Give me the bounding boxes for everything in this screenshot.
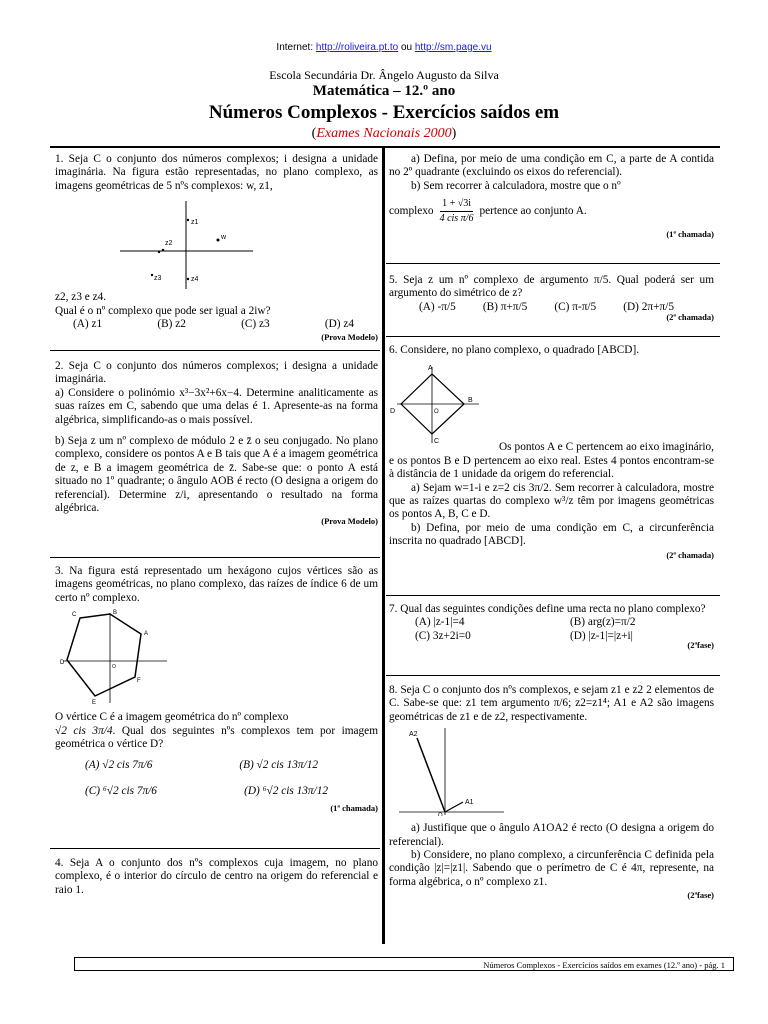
q4-fraction-numerator: 1 + √3i [440, 197, 474, 212]
svg-text:E: E [92, 700, 97, 706]
q3-options-row2 [55, 773, 378, 798]
q6-part-a: a) Sejam w=1-i e z=2 cis 3π/2. Sem recorrer à calculadora, mostre que as raízes quartas do complexo w³/z têm por imagens geométricas os pontos A, B, C e D. [389, 481, 714, 521]
q3-options-row1 [55, 751, 378, 772]
q1-question: Qual é o nº complexo que pode ser igual a 2iw? [55, 304, 271, 317]
svg-text:z2: z2 [165, 240, 173, 248]
internet-links [0, 42, 768, 53]
q3-hexagon-figure [55, 605, 378, 705]
svg-text:z4: z4 [191, 276, 199, 284]
q3-vertex-c-text: O vértice C é a imagem geométrica do nº complexo [55, 711, 289, 724]
q6-description: Os pontos A e C pertencem ao eixo imaginário, e os pontos B e D pertencem ao eixo real. Estes 4 pontos encontram-se à distância de 1 unidade da origem do referencial. [389, 441, 714, 481]
q3-source: (1ª chamada) [330, 803, 378, 814]
q3-vertex-c-2 [55, 725, 378, 752]
q7-options-row1 [389, 616, 714, 629]
right-q4-cont [389, 153, 714, 242]
left-column [55, 153, 378, 345]
column-divider [382, 148, 385, 944]
divider-q1 [50, 350, 380, 351]
svg-text:D: D [390, 408, 396, 416]
q2-intro: 2. Seja C o conjunto dos números complexos; i designa a unidade imaginária. [55, 360, 378, 386]
q3-option-c: (C) ⁶√2 cis 7π/6 [85, 784, 157, 797]
svg-text:A: A [428, 365, 433, 373]
q4-part-a: a) Defina, por meio de uma condição em C, a parte de A contida no 2º quadrante (excluindo os eixos do referencial). [389, 153, 714, 179]
q1-text: 1. Seja C o conjunto dos números complexos; i designa a unidade imaginária. Na figura estão representadas, no plano complexo, as imagens geométricas de 5 nºs complexos: w, z1, [55, 153, 378, 192]
svg-text:O: O [438, 813, 443, 817]
q7-option-d: (D) |z-1|=|z+i| [570, 629, 633, 642]
q1-option-a: (A) z1 [73, 318, 103, 331]
divider-q5 [386, 336, 720, 337]
svg-text:z1: z1 [191, 219, 199, 227]
q7-option-b: (B) arg(z)=π/2 [570, 616, 636, 629]
svg-text:A2: A2 [409, 731, 418, 739]
q3-vertex-c [55, 711, 378, 724]
q4-fraction-denominator: 4 cis π/6 [439, 213, 474, 225]
q8-part-b: b) Considere, no plano complexo, a circunferência C definida pela condição |z|=|z1|. Sabendo que o perímetro de C é 4π, represente, na forma algébrica, o nº complexo z1. [389, 849, 714, 888]
q4-part-b: b) Sem recorrer à calculadora, mostre que o nº [411, 179, 621, 192]
q5-option-a: (A) -π/5 [419, 300, 456, 313]
svg-text:C: C [434, 438, 440, 444]
top-rule [50, 146, 720, 148]
q1-figure [55, 193, 378, 291]
page-footer: Números Complexos - Exercícios saídos em exames (12.º ano) - pág. 1 [74, 957, 734, 971]
q5-option-b: (B) π+π/5 [482, 300, 528, 313]
exam-label: Exames Nacionais 2000 [316, 126, 452, 141]
q8-figure [389, 724, 714, 816]
q1-option-d: (D) z4 [324, 318, 354, 331]
page-subtitle: (Exames Nacionais 2000) [311, 126, 457, 141]
q1-option-b: (B) z2 [157, 318, 186, 331]
q3-expression: √2 cis 3π/4 [55, 724, 113, 737]
left-q4 [55, 857, 378, 897]
q3-intro: 3. Na figura está representado um hexágono cujos vértices são as imagens geométricas, no plano complexo, das raízes de índice 6 de um certo nº complexo. [55, 565, 378, 604]
subject-title: Matemática – 12.º ano [312, 83, 456, 99]
q6-square-figure [389, 357, 714, 443]
q4-fraction-line [389, 197, 714, 226]
divider-q4 [386, 263, 720, 264]
q7-option-a: (A) |z-1|=4 [415, 616, 465, 629]
q3-question: . Qual dos seguintes nºs complexos tem por imagem geométrica o vértice D? [55, 724, 378, 751]
q1-option-c: (C) z3 [241, 318, 270, 331]
q5-text: 5. Seja z um nº complexo de argumento π/5. Qual poderá ser um argumento do simétrico de z? [389, 274, 714, 300]
q4-complexo: complexo [389, 205, 434, 218]
svg-text:w: w [221, 234, 227, 242]
right-q7 [389, 603, 714, 653]
right-q8 [389, 684, 714, 903]
q4-source: (1ª chamada) [666, 229, 714, 240]
left-q2 [55, 360, 378, 529]
q5-option-c: (C) π-π/5 [554, 300, 597, 313]
svg-text:O: O [434, 409, 439, 416]
svg-text:D: D [60, 660, 65, 667]
q2-part-a: a) Considere o polinómio x³−3x²+6x−4. Determine analiticamente as suas raízes em C, sabendo que uma delas é 1. Apresente-as na forma algébrica, simplificando-as o mais possível. [55, 386, 378, 426]
svg-text:A: A [144, 631, 149, 638]
q5-source: (2ª chamada) [666, 312, 714, 323]
svg-text:O: O [112, 664, 116, 671]
q8-intro: 8. Seja C o conjunto dos nºs complexos, e sejam z1 e z2 2 elementos de C. Sabe-se que: z1 tem argumento π/6; z2=z1⁴; A1 e A2 são imagens geométricas de z1 e de z2, respectivamente. [389, 684, 714, 723]
q3-option-d: (D) ⁶√2 cis 13π/12 [244, 784, 328, 797]
school-name: Escola Secundária Dr. Ângelo Augusto da Silva [269, 68, 499, 82]
divider-q3 [50, 848, 380, 849]
right-q6 [389, 344, 714, 562]
q7-text: 7. Qual das seguintes condições define uma recta no plano complexo? [389, 603, 706, 615]
q1-options [55, 318, 378, 331]
q1-source: (Prova Modelo) [321, 332, 378, 343]
q8-source: (2ªfase) [687, 890, 714, 901]
q4-tail: pertence ao conjunto A. [479, 205, 587, 218]
q7-source: (2ªfase) [687, 640, 714, 651]
q6-source: (2ª chamada) [666, 549, 714, 560]
q3-option-a: (A) √2 cis 7π/6 [85, 759, 153, 772]
q6-part-b: b) Defina, por meio de uma condição em C, a circunferência inscrita no quadrado [ABCD]. [389, 521, 714, 548]
q8-part-a: a) Justifique que o ângulo A1OA2 é recto (O designa a origem do referencial). [389, 822, 714, 848]
q4-text: 4. Seja A o conjunto dos nºs complexos cuja imagem, no plano complexo, é o interior do círculo de centro na origem do referencial e raio 1. [55, 857, 378, 896]
divider-q2 [50, 557, 380, 558]
q3-option-b: (B) √2 cis 13π/12 [239, 759, 318, 772]
svg-text:B: B [468, 397, 473, 405]
left-q3 [55, 565, 378, 816]
divider-q7 [386, 675, 720, 676]
divider-q6 [386, 595, 720, 596]
link-roliveira[interactable]: http://roliveira.pt.to [315, 42, 399, 53]
page-title: Números Complexos - Exercícios saídos em [208, 102, 560, 123]
internet-label: Internet: [276, 42, 314, 53]
q2-part-b: b) Seja z um nº complexo de módulo 2 e z̄ o seu conjugado. No plano complexo, considere os pontos A e B tais que A é a imagem geométrica de z, e B a imagem geométrica de z̄. Sabe-se que: o ponto A está situado no 1º quadrante; o ângulo AOB é recto (O designa a origem do referencial). Determine z/i, apresentando o resultado na forma algébrica. [55, 435, 378, 515]
q4-fraction [440, 197, 474, 226]
svg-text:B: B [113, 610, 118, 617]
link-sm[interactable]: http://sm.page.vu [414, 42, 492, 53]
q1-cont: z2, z3 e z4. [55, 291, 107, 304]
right-q5 [389, 274, 714, 325]
q2-source: (Prova Modelo) [321, 516, 378, 527]
or-text: ou [400, 42, 413, 53]
svg-text:z3: z3 [154, 275, 162, 283]
q7-option-c: (C) 3z+2i=0 [415, 629, 471, 642]
q6-intro: 6. Considere, no plano complexo, o quadrado [ABCD]. [389, 344, 640, 356]
q5-option-d: (D) 2π+π/5 [623, 300, 674, 313]
svg-text:C: C [72, 612, 77, 619]
svg-text:F: F [137, 678, 141, 685]
svg-text:A1: A1 [465, 799, 474, 807]
